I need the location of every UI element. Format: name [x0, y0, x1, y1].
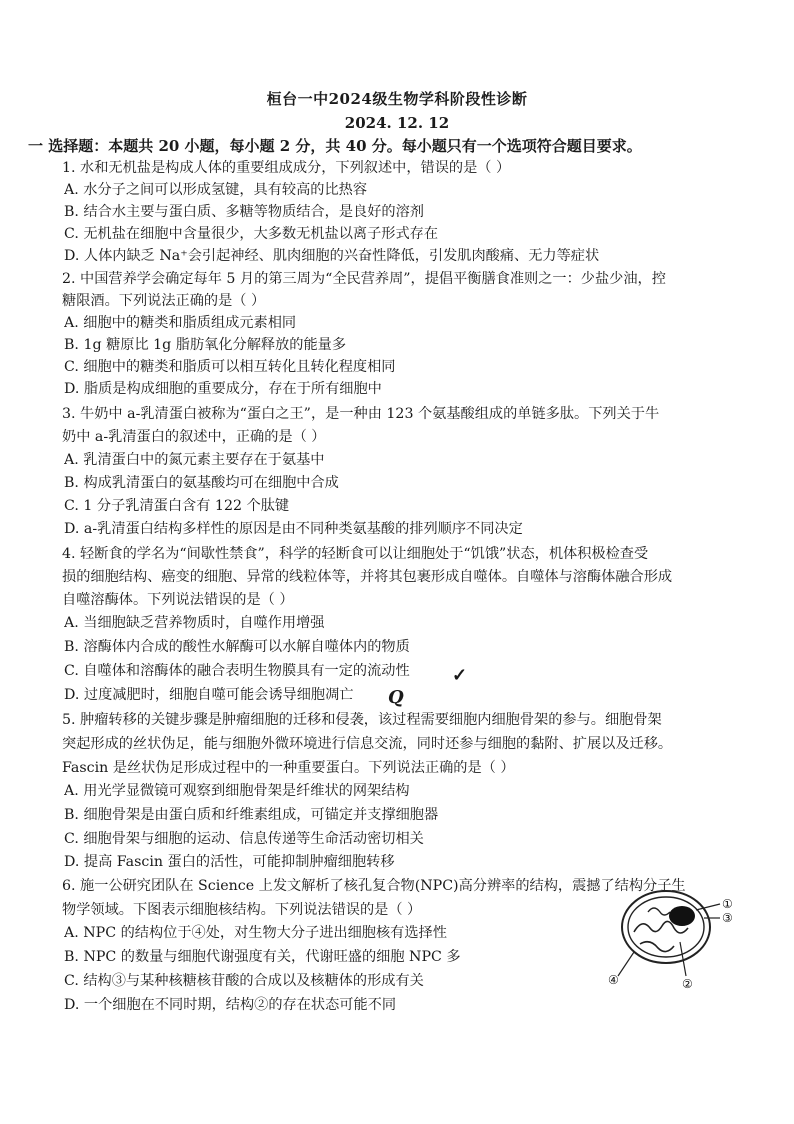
question-2-option-d: D. 脂质是构成细胞的重要成分，存在于所有细胞中 [64, 381, 382, 397]
question-5-option-d: D. 提高 Fascin 蛋白的活性，可能抑制肿瘤细胞转移 [64, 854, 395, 870]
question-5-stem-cont-2: Fascin 是丝状伪足形成过程中的一种重要蛋白。下列说法正确的是（ ） [62, 760, 515, 776]
question-2-stem-cont: 糖限酒。下列说法正确的是（ ） [62, 293, 266, 309]
question-6-option-d: D. 一个细胞在不同时期，结构②的存在状态可能不同 [64, 997, 397, 1013]
nuclear-envelope-inner [628, 897, 704, 957]
exam-title: 桓台一中2024级生物学科阶段性诊断 [266, 90, 528, 108]
question-1-stem: 1. 水和无机盐是构成人体的重要组成成分，下列叙述中，错误的是（ ） [62, 160, 511, 176]
handwritten-scribble: Q [388, 687, 404, 708]
question-6-stem: 6. 施一公研究团队在 Science 上发文解析了核孔复合物(NPC)高分辨率的结构，震撼了结构分子生 [62, 878, 686, 894]
question-1-option-c: C. 无机盐在细胞中含量很少，大多数无机盐以离子形式存在 [64, 226, 439, 242]
question-3-option-a: A. 乳清蛋白中的氮元素主要存在于氨基中 [64, 452, 325, 468]
question-4-option-c: C. 自噬体和溶酶体的融合表明生物膜具有一定的流动性 [64, 663, 410, 679]
question-1-option-d: D. 人体内缺乏 Na⁺会引起神经、肌肉细胞的兴奋性降低，引发肌肉酸痛、无力等症状 [64, 248, 600, 264]
nucleus-structure-diagram [604, 872, 744, 992]
question-4-option-b: B. 溶酶体内合成的酸性水解酶可以水解自噬体内的物质 [64, 639, 410, 655]
label-1: ① [722, 897, 733, 911]
label-3: ③ [722, 911, 733, 925]
question-3-option-c: C. 1 分子乳清蛋白含有 122 个肽键 [64, 498, 290, 514]
chromatin [634, 921, 688, 951]
question-3-stem-cont: 奶中 a-乳清蛋白的叙述中，正确的是（ ） [62, 429, 326, 445]
question-4-stem-cont-1: 损的细胞结构、癌变的细胞、异常的线粒体等，并将其包裹形成自噬体。自噬体与溶酶体融合形成 [62, 569, 673, 585]
section-heading: 一 选择题：本题共 20 小题，每小题 2 分，共 40 分。每小题只有一个选项符合题目要求。 [28, 137, 642, 155]
label-2: ② [682, 977, 693, 991]
question-3-stem: 3. 牛奶中 a-乳清蛋白被称为“蛋白之王”，是一种由 123 个氨基酸组成的单链多肽。下列关于牛 [62, 406, 660, 422]
question-5-option-a: A. 用光学显微镜可观察到细胞骨架是纤维状的网架结构 [64, 783, 410, 799]
question-5-stem-cont-1: 突起形成的丝状伪足，能与细胞外微环境进行信息交流，同时还参与细胞的黏附、扩展以及迁移。 [62, 736, 673, 752]
question-6-stem-cont: 物学领域。下图表示细胞核结构。下列说法错误的是（ ） [62, 902, 422, 918]
question-2-option-c: C. 细胞中的糖类和脂质可以相互转化且转化程度相同 [64, 359, 396, 375]
question-6-option-a: A. NPC 的结构位于④处，对生物大分子进出细胞核有选择性 [64, 925, 447, 941]
question-5-stem: 5. 肿瘤转移的关键步骤是肿瘤细胞的迁移和侵袭，该过程需要细胞内细胞骨架的参与。细胞骨架 [62, 712, 662, 728]
question-6-option-b: B. NPC 的数量与细胞代谢强度有关，代谢旺盛的细胞 NPC 多 [64, 949, 461, 965]
question-1-option-a: A. 水分子之间可以形成氢键，具有较高的比热容 [64, 182, 368, 198]
question-3-option-d: D. a-乳清蛋白结构多样性的原因是由不同种类氨基酸的排列顺序不同决定 [64, 521, 523, 537]
question-4-stem: 4. 轻断食的学名为“间歇性禁食”，科学的轻断食可以让细胞处于“饥饿”状态，机体积极检查受 [62, 546, 649, 562]
question-4-option-d: D. 过度减肥时，细胞自噬可能会诱导细胞凋亡 [64, 687, 354, 703]
handwritten-check-mark: ✓ [452, 665, 468, 686]
question-1-option-b: B. 结合水主要与蛋白质、多糖等物质结合，是良好的溶剂 [64, 204, 424, 220]
question-2-stem: 2. 中国营养学会确定每年 5 月的第三周为“全民营养周”，提倡平衡膳食准则之一：少盐少油，控 [62, 271, 666, 287]
question-5-option-b: B. 细胞骨架是由蛋白质和纤维素组成，可锚定并支撑细胞器 [64, 807, 439, 823]
nucleolus [669, 906, 695, 926]
question-2-option-b: B. 1g 糖原比 1g 脂肪氧化分解释放的能量多 [64, 337, 347, 353]
question-4-option-a: A. 当细胞缺乏营养物质时，自噬作用增强 [64, 615, 325, 631]
question-2-option-a: A. 细胞中的糖类和脂质组成元素相同 [64, 315, 297, 331]
exam-date: 2024. 12. 12 [344, 114, 450, 132]
question-4-stem-cont-2: 自噬溶酶体。下列说法错误的是（ ） [62, 592, 294, 608]
question-5-option-c: C. 细胞骨架与细胞的运动、信息传递等生命活动密切相关 [64, 831, 424, 847]
question-6-option-c: C. 结构③与某种核糖核苷酸的合成以及核糖体的形成有关 [64, 973, 424, 989]
label-4: ④ [608, 973, 619, 987]
question-3-option-b: B. 构成乳清蛋白的氨基酸均可在细胞中合成 [64, 475, 339, 491]
